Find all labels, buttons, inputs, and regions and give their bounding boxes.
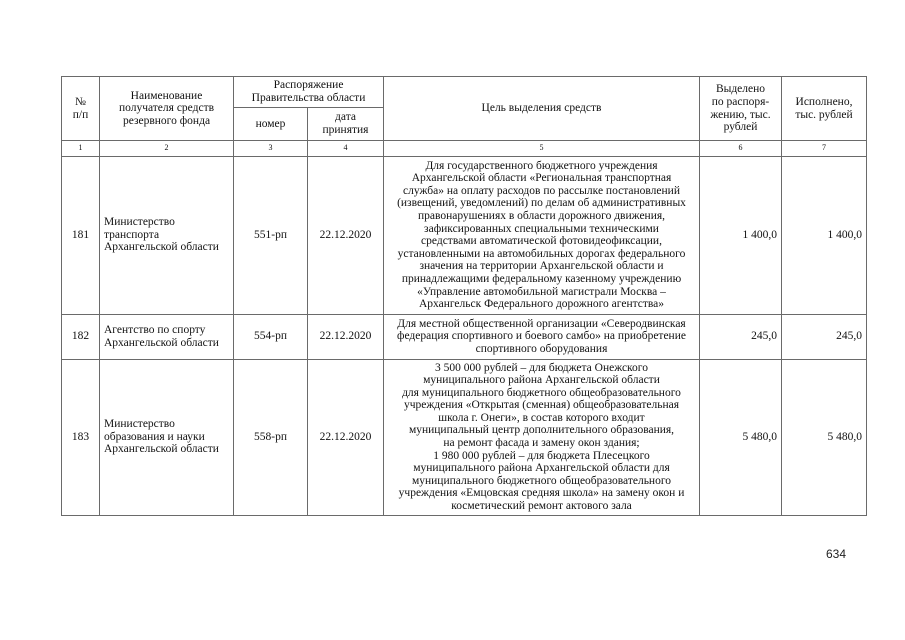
- table-row: [62, 359, 867, 515]
- row-purpose: Для местной общественной организации «Северодвинская федерация спортивного и боевого самбо» на приобретение спортивного оборудования: [384, 314, 700, 359]
- header-row-1: [62, 77, 867, 108]
- row-allocated: 1 400,0: [700, 156, 782, 314]
- page-number: 634: [826, 547, 847, 561]
- row-order-date: 22.12.2020: [308, 314, 384, 359]
- column-number-row: [62, 141, 867, 157]
- header-no: № п/п: [62, 77, 100, 141]
- header-order-group: Распоряжение Правительства области: [234, 77, 384, 108]
- column-number: 2: [100, 141, 234, 157]
- header-order-number: номер: [234, 108, 308, 141]
- column-number: 4: [308, 141, 384, 157]
- column-number: 1: [62, 141, 100, 157]
- row-executed: 1 400,0: [782, 156, 867, 314]
- row-no: 182: [62, 314, 100, 359]
- column-number: 6: [700, 141, 782, 157]
- table-row: [62, 156, 867, 314]
- row-recipient: Министерство транспорта Архангельской области: [100, 156, 234, 314]
- column-number: 5: [384, 141, 700, 157]
- row-order-date: 22.12.2020: [308, 359, 384, 515]
- row-order-date: 22.12.2020: [308, 156, 384, 314]
- table-row: [62, 314, 867, 359]
- row-allocated: 245,0: [700, 314, 782, 359]
- header-purpose: Цель выделения средств: [384, 77, 700, 141]
- row-executed: 5 480,0: [782, 359, 867, 515]
- header-allocated: Выделено по распоря- жению, тыс. рублей: [700, 77, 782, 141]
- header-order-date: дата принятия: [308, 108, 384, 141]
- reserve-fund-table: [61, 76, 867, 516]
- row-purpose: 3 500 000 рублей – для бюджета Онежского муниципального района Архангельской области для муниципального бюджетного общеобразовательного учреждения «Открытая (сменная) общеобразовательная школа г. Онеги», в состав которого входит муниципальный центр дополнительного образования, на ремонт фасада и замену окон здания; 1 980 000 рублей – для бюджета Плесецкого муниципального района Архангельской области для муниципального бюджетного общеобразовательного учреждения «Емцовская средняя школа» на замену окон и косметический ремонт актового зала: [384, 359, 700, 515]
- row-no: 183: [62, 359, 100, 515]
- header-executed: Исполнено, тыс. рублей: [782, 77, 867, 141]
- row-recipient: Агентство по спорту Архангельской области: [100, 314, 234, 359]
- row-order-number: 554-рп: [234, 314, 308, 359]
- column-number: 3: [234, 141, 308, 157]
- header-recipient: Наименование получателя средств резервного фонда: [100, 77, 234, 141]
- row-purpose: Для государственного бюджетного учреждения Архангельской области «Региональная транспортная служба» на оплату расходов по рассылке постановлений (извещений, уведомлений) по делам об административных правонарушениях в области дорожного движения, зафиксированных специальными техническими средствами автоматической фотовидеофиксации, установленными на автомобильных дорогах федерального значения на территории Архангельской области и принадлежащими федеральному казенному учреждению «Управление автомобильной магистрали Москва – Архангельск Федерального дорожного агентства»: [384, 156, 700, 314]
- row-allocated: 5 480,0: [700, 359, 782, 515]
- row-order-number: 558-рп: [234, 359, 308, 515]
- row-order-number: 551-рп: [234, 156, 308, 314]
- row-recipient: Министерство образования и науки Архангельской области: [100, 359, 234, 515]
- column-number: 7: [782, 141, 867, 157]
- row-no: 181: [62, 156, 100, 314]
- row-executed: 245,0: [782, 314, 867, 359]
